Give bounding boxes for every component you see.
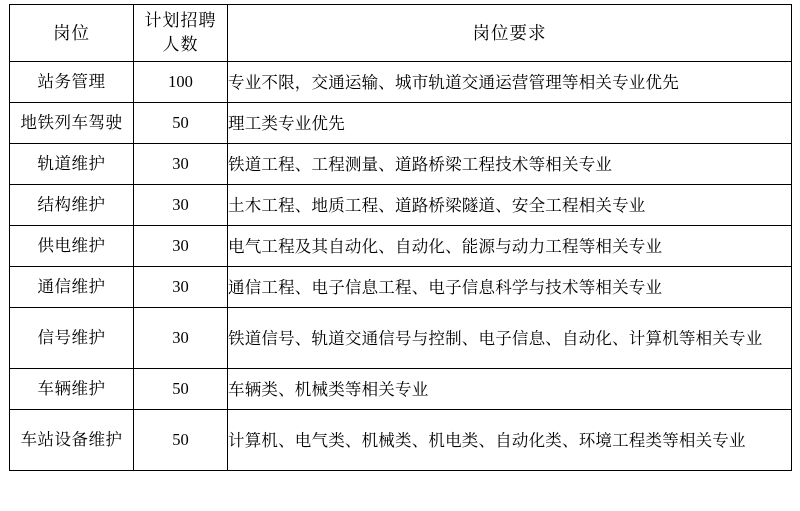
cell-requirement: 电气工程及其自动化、自动化、能源与动力工程等相关专业 <box>228 226 792 267</box>
cell-post: 供电维护 <box>10 226 134 267</box>
cell-count: 50 <box>134 410 228 471</box>
cell-post: 轨道维护 <box>10 144 134 185</box>
cell-post: 站务管理 <box>10 62 134 103</box>
cell-count: 30 <box>134 226 228 267</box>
table-row <box>10 267 792 308</box>
document-page <box>0 4 800 511</box>
cell-requirement: 土木工程、地质工程、道路桥梁隧道、安全工程相关专业 <box>228 185 792 226</box>
column-header-requirement: 岗位要求 <box>228 5 792 62</box>
cell-count: 30 <box>134 185 228 226</box>
cell-requirement: 车辆类、机械类等相关专业 <box>228 369 792 410</box>
cell-requirement: 铁道工程、工程测量、道路桥梁工程技术等相关专业 <box>228 144 792 185</box>
table-row <box>10 185 792 226</box>
cell-post: 信号维护 <box>10 308 134 369</box>
cell-count: 50 <box>134 103 228 144</box>
cell-count: 100 <box>134 62 228 103</box>
cell-count: 30 <box>134 308 228 369</box>
column-header-count-line1: 计划招聘 <box>144 11 217 30</box>
table-row <box>10 103 792 144</box>
table-row <box>10 144 792 185</box>
table-header-row <box>10 5 792 62</box>
cell-post: 地铁列车驾驶 <box>10 103 134 144</box>
cell-count: 30 <box>134 144 228 185</box>
cell-requirement: 专业不限，交通运输、城市轨道交通运营管理等相关专业优先 <box>228 62 792 103</box>
cell-requirement: 通信工程、电子信息工程、电子信息科学与技术等相关专业 <box>228 267 792 308</box>
table-row <box>10 226 792 267</box>
table-row <box>10 410 792 471</box>
cell-post: 通信维护 <box>10 267 134 308</box>
column-header-count <box>134 5 228 62</box>
cell-post: 结构维护 <box>10 185 134 226</box>
cell-count: 50 <box>134 369 228 410</box>
cell-requirement: 理工类专业优先 <box>228 103 792 144</box>
cell-post: 车辆维护 <box>10 369 134 410</box>
cell-post: 车站设备维护 <box>10 410 134 471</box>
cell-requirement: 计算机、电气类、机械类、机电类、自动化类、环境工程类等相关专业 <box>228 410 792 471</box>
cell-requirement: 铁道信号、轨道交通信号与控制、电子信息、自动化、计算机等相关专业 <box>228 308 792 369</box>
recruitment-table <box>9 4 792 471</box>
table-row <box>10 62 792 103</box>
table-row <box>10 308 792 369</box>
table-row <box>10 369 792 410</box>
cell-count: 30 <box>134 267 228 308</box>
column-header-post: 岗位 <box>10 5 134 62</box>
column-header-count-line2: 人数 <box>162 35 199 54</box>
